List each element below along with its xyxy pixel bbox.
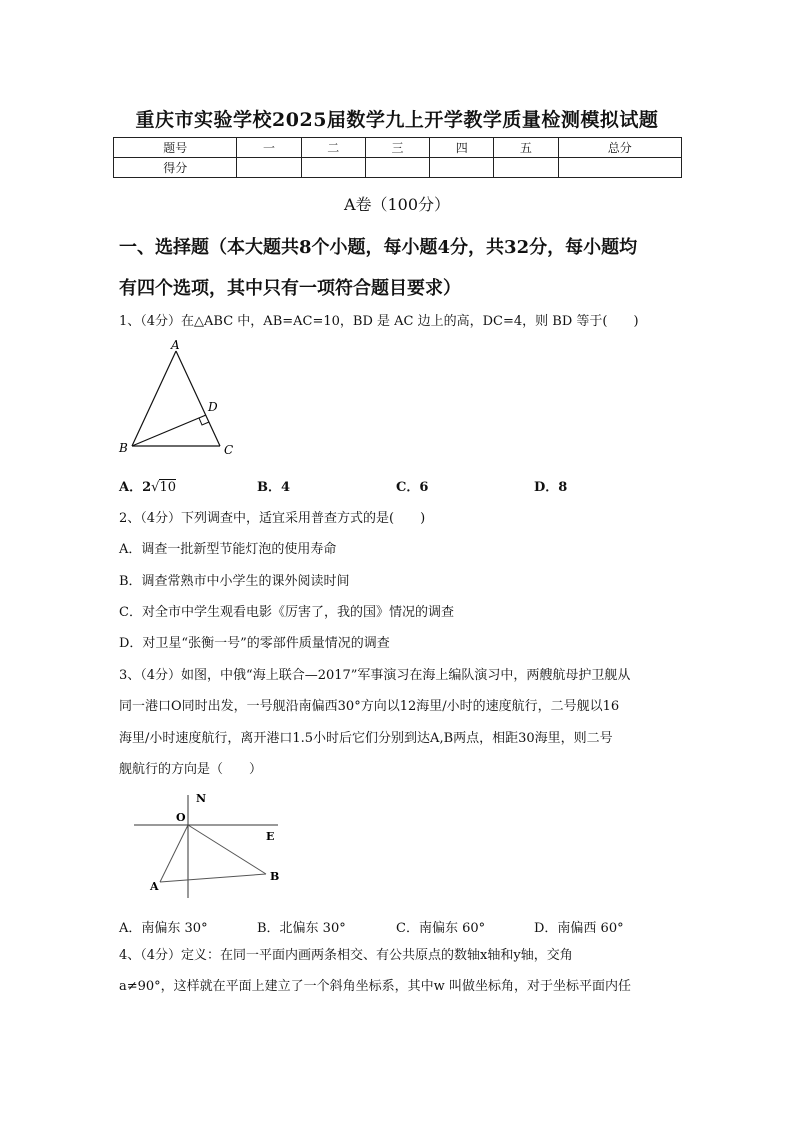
question-3-line-3: 海里/小时速度航行，离开港口1.5小时后它们分别到达A,B两点，相距30海里，则二号	[119, 731, 613, 746]
score-header-cell: 题号	[114, 138, 237, 158]
line-ob	[188, 825, 266, 874]
label-b: B	[119, 441, 128, 455]
question-3-line-2: 同一港口O同时出发，一号舰沿南偏西30°方向以12海里/小时的速度航行，二号舰以16	[119, 699, 620, 714]
label-d: D	[208, 400, 218, 414]
section-one-heading-line1: 一、选择题（本大题共8个小题，每小题4分，共32分，每小题均	[119, 237, 638, 258]
sqrt-sign: √	[151, 480, 160, 495]
q1-option-d[interactable]: D．8	[534, 480, 568, 495]
q1-option-a-radicand: 10	[159, 480, 176, 495]
label-e: E	[266, 830, 275, 843]
score-cell[interactable]	[237, 158, 301, 178]
q2-option-a[interactable]: A．调查一批新型节能灯泡的使用寿命	[119, 542, 337, 557]
score-header-cell: 一	[237, 138, 301, 158]
score-cell[interactable]	[494, 158, 558, 178]
q3-option-a[interactable]: A．南偏东 30°	[119, 921, 208, 936]
q3-compass-figure	[126, 790, 296, 902]
q1-option-a-prefix: A．2	[119, 480, 152, 495]
section-one-heading-line2: 有四个选项，其中只有一项符合题目要求）	[119, 278, 461, 299]
score-cell[interactable]	[301, 158, 365, 178]
label-a: A	[171, 338, 180, 352]
q2-option-b[interactable]: B．调查常熟市中小学生的课外阅读时间	[119, 574, 350, 589]
question-4-line-2: a≠90°，这样就在平面上建立了一个斜角坐标系，其中w 叫做坐标角，对于坐标平面内任	[119, 979, 631, 994]
q3-option-d[interactable]: D．南偏西 60°	[534, 921, 624, 936]
q3-option-b[interactable]: B．北偏东 30°	[257, 921, 346, 936]
score-header-cell: 四	[430, 138, 494, 158]
label-b: B	[270, 870, 280, 883]
question-4-line-1: 4、（4分）定义：在同一平面内画两条相交、有公共原点的数轴x轴和y轴，交角	[119, 948, 573, 963]
score-table-score-row	[114, 158, 682, 178]
q1-triangle-figure	[112, 338, 242, 460]
score-cell[interactable]	[558, 158, 681, 178]
score-header-cell: 五	[494, 138, 558, 158]
score-header-cell: 总分	[558, 138, 681, 158]
q1-option-b[interactable]: B．4	[257, 480, 291, 495]
label-a: A	[150, 880, 159, 893]
label-o: O	[176, 811, 186, 824]
score-cell[interactable]	[365, 158, 429, 178]
label-c: C	[224, 443, 234, 457]
section-a-heading: A卷（100分）	[343, 195, 451, 214]
question-2-stem: 2、（4分）下列调查中，适宜采用普查方式的是( )	[119, 511, 426, 526]
line-oa	[160, 825, 188, 882]
q1-option-a[interactable]	[119, 476, 176, 495]
line-bd	[132, 415, 206, 446]
score-table	[113, 137, 682, 178]
line-ac	[176, 351, 220, 446]
score-header-cell: 二	[301, 138, 365, 158]
label-n: N	[196, 792, 207, 805]
q2-option-c[interactable]: C．对全市中学生观看电影《厉害了，我的国》情况的调查	[119, 605, 454, 620]
exam-title: 重庆市实验学校2025届数学九上开学教学质量检测模拟试题	[135, 109, 659, 131]
question-1-stem: 1、（4分）在△ABC 中，AB=AC=10，BD 是 AC 边上的高，DC=4，则 BD 等于( )	[119, 314, 639, 329]
line-ab	[160, 874, 266, 882]
q1-option-c[interactable]: C．6	[396, 480, 429, 495]
q3-option-c[interactable]: C．南偏东 60°	[396, 921, 486, 936]
question-3-line-1: 3、（4分）如图，中俄“海上联合—2017”军事演习在海上编队演习中，两艘航母护卫舰从	[119, 668, 631, 683]
score-header-cell: 三	[365, 138, 429, 158]
score-cell[interactable]	[430, 158, 494, 178]
q2-option-d[interactable]: D．对卫星“张衡一号”的零部件质量情况的调查	[119, 636, 390, 651]
score-row-label: 得分	[114, 158, 237, 178]
score-table-header-row	[114, 138, 682, 158]
line-ab	[132, 351, 176, 446]
question-3-line-4: 舰航行的方向是（ ）	[119, 762, 263, 777]
